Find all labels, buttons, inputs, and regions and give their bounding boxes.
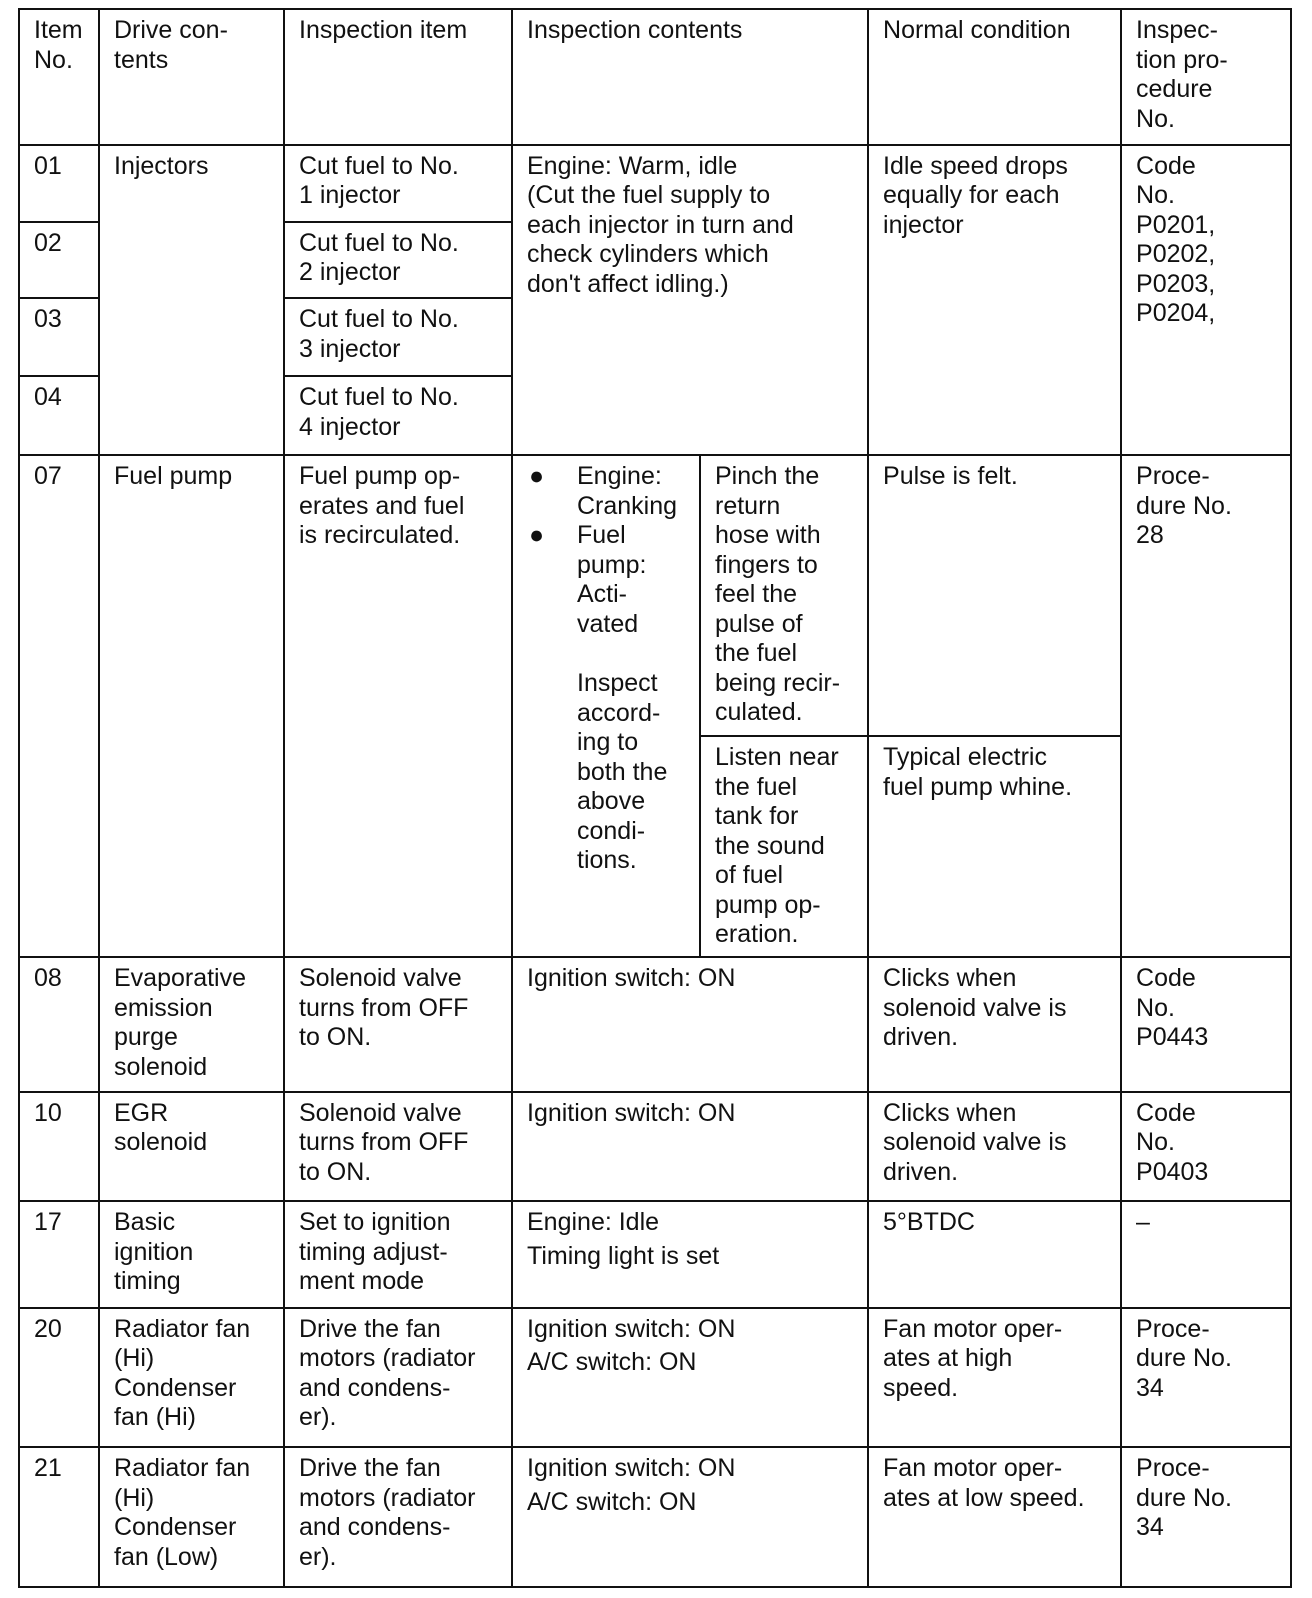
procedure-cell: Code No. P0201, P0202, P0203, P0204, [1121, 145, 1291, 456]
inspection-item-cell: Solenoid valve turns from OFF to ON. [284, 1092, 512, 1201]
inspection-item-cell: Solenoid valve turns from OFF to ON. [284, 957, 512, 1092]
bullet-icon: ● [529, 521, 545, 550]
inspection-contents-cell: Ignition switch: ON [512, 1092, 868, 1201]
inspection-item-cell: Cut fuel to No. 4 injector [284, 376, 512, 455]
bullet-icon: ● [529, 462, 545, 491]
item-no-cell: 01 [19, 145, 99, 222]
normal-condition-cell: Fan motor oper- ates at high speed. [868, 1308, 1121, 1448]
inspection-contents-cell: Engine: Idle Timing light is set [512, 1201, 868, 1307]
procedure-cell: Proce- dure No. 34 [1121, 1447, 1291, 1587]
table-row [19, 145, 1291, 222]
condition-note: Inspect accord- ing to both the above condi- tions. [577, 669, 668, 875]
table-row [19, 1447, 1291, 1587]
item-no-cell: 02 [19, 222, 99, 299]
actuator-test-table [18, 8, 1292, 1588]
item-no-cell: 03 [19, 298, 99, 376]
header-procedure-no: Inspec- tion pro- cedure No. [1121, 9, 1291, 145]
bullet-fuel-pump-activated: ● Fuel pump: Acti- vated [529, 521, 647, 638]
inspection-method-cell: Listen near the fuel tank for the sound of fuel pump op- eration. [700, 736, 868, 957]
procedure-cell: Code No. P0443 [1121, 957, 1291, 1092]
procedure-cell: Code No. P0403 [1121, 1092, 1291, 1201]
table-row [19, 455, 1291, 736]
drive-contents-cell: EGR solenoid [99, 1092, 284, 1201]
procedure-cell: Proce- dure No. 34 [1121, 1308, 1291, 1448]
header-row [19, 9, 1291, 145]
header-inspection-contents: Inspection contents [512, 9, 868, 145]
inspection-item-cell: Drive the fan motors (radiator and condens- er). [284, 1308, 512, 1448]
normal-condition-cell: Typical electric fuel pump whine. [868, 736, 1121, 957]
item-no-cell: 20 [19, 1308, 99, 1448]
procedure-cell: – [1121, 1201, 1291, 1307]
item-no-cell: 10 [19, 1092, 99, 1201]
inspection-contents-cell: Ignition switch: ON [512, 957, 868, 1092]
drive-contents-cell: Evaporative emission purge solenoid [99, 957, 284, 1092]
inspection-item-cell: Cut fuel to No. 2 injector [284, 222, 512, 299]
inspection-contents-cell: Ignition switch: ON A/C switch: ON [512, 1308, 868, 1448]
inspection-contents-cell: Engine: Warm, idle (Cut the fuel supply to each injector in turn and check cylinders which don't affect idling.) [512, 145, 868, 456]
normal-condition-cell: Clicks when solenoid valve is driven. [868, 1092, 1121, 1201]
drive-contents-cell: Radiator fan (Hi) Condenser fan (Low) [99, 1447, 284, 1587]
item-no-cell: 21 [19, 1447, 99, 1587]
header-drive-contents: Drive con- tents [99, 9, 284, 145]
item-no-cell: 08 [19, 957, 99, 1092]
inspection-item-cell: Set to ignition timing adjust- ment mode [284, 1201, 512, 1307]
table-row [19, 957, 1291, 1092]
inspection-method-cell: Pinch the return hose with fingers to feel the pulse of the fuel being recir- culated. [700, 455, 868, 736]
normal-condition-cell: Fan motor oper- ates at low speed. [868, 1447, 1121, 1587]
inspection-item-cell: Cut fuel to No. 3 injector [284, 298, 512, 376]
drive-contents-cell: Injectors [99, 145, 284, 456]
inspection-item-cell: Drive the fan motors (radiator and condens- er). [284, 1447, 512, 1587]
inspection-item-cell: Fuel pump op- erates and fuel is recirculated. [284, 455, 512, 957]
normal-condition-cell: 5°BTDC [868, 1201, 1121, 1307]
normal-condition-cell: Idle speed drops equally for each injector [868, 145, 1121, 456]
table-row [19, 1201, 1291, 1307]
header-inspection-item: Inspection item [284, 9, 512, 145]
normal-condition-cell: Clicks when solenoid valve is driven. [868, 957, 1121, 1092]
header-normal-condition: Normal condition [868, 9, 1121, 145]
item-no-cell: 17 [19, 1201, 99, 1307]
inspection-conditions-cell [512, 455, 700, 957]
drive-contents-cell: Basic ignition timing [99, 1201, 284, 1307]
drive-contents-cell: Fuel pump [99, 455, 284, 957]
table-row [19, 1308, 1291, 1448]
inspection-contents-cell: Ignition switch: ON A/C switch: ON [512, 1447, 868, 1587]
bullet-engine-cranking: ● Engine: Cranking [529, 462, 678, 520]
item-no-cell: 07 [19, 455, 99, 957]
normal-condition-cell: Pulse is felt. [868, 455, 1121, 736]
header-item-no: Item No. [19, 9, 99, 145]
item-no-cell: 04 [19, 376, 99, 455]
table-row [19, 1092, 1291, 1201]
inspection-item-cell: Cut fuel to No. 1 injector [284, 145, 512, 222]
procedure-cell: Proce- dure No. 28 [1121, 455, 1291, 957]
drive-contents-cell: Radiator fan (Hi) Condenser fan (Hi) [99, 1308, 284, 1448]
